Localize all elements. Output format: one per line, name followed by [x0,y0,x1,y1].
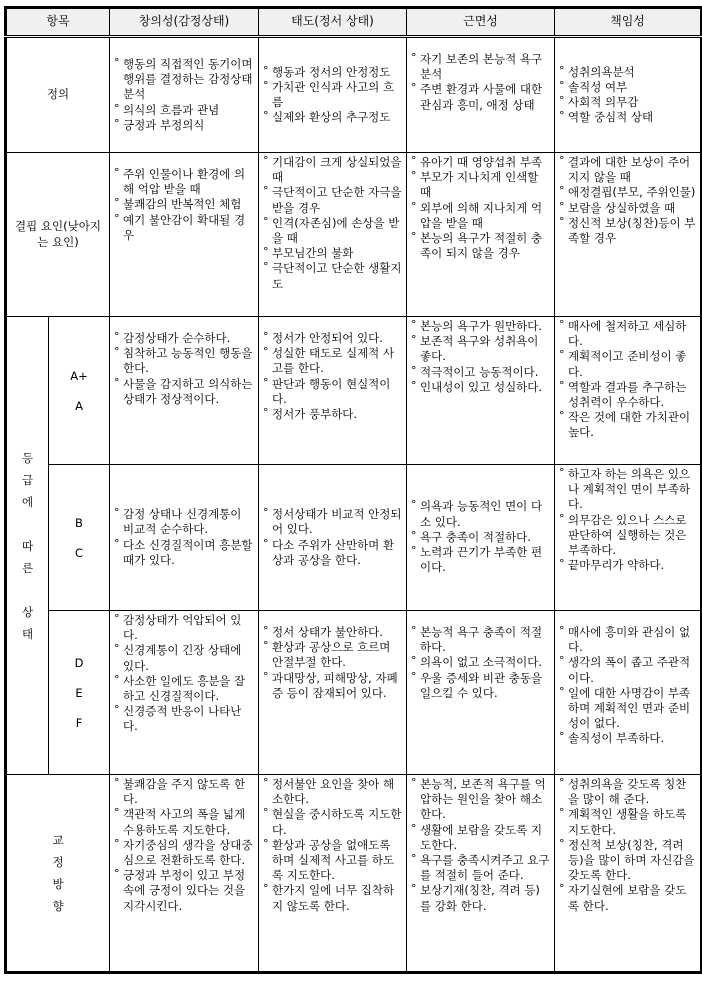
bullet-item: ° 긍정과 부정이 있고 부정 속에 긍정이 있다는 것을 지각시킨다. [113,868,255,914]
deficiency-row [6,153,702,317]
correction-cell [555,775,702,973]
bullet-item: ° 유아기 때 영양섭취 부족 [410,155,551,170]
bullet-item: ° 정서불안 요인을 찾아 해소한다. [262,777,403,807]
grade-group-label [6,317,49,775]
bullet-item: ° 역할과 결과를 추구하는 성취력이 우수하다. [558,380,697,410]
bullet-item: ° 매사에 흥미와 관심이 없다. [558,625,697,655]
bullet-item: ° 적극적이고 능동적이다. [410,365,551,380]
bullet-item: ° 자기중심의 생각을 상대중심으로 전환하도록 한다. [113,838,255,868]
bullet-item: ° 정신적 보상(칭찬, 격려 등)을 많이 하며 자신감을 갖도록 한다. [558,838,697,884]
correction-row [6,775,702,973]
grade-letter: D [74,655,84,670]
grade-cell [555,611,702,775]
deficiency-cell [407,153,555,317]
bullet-item: ° 극단적이고 단순한 자극을 받을 경우 [262,185,403,215]
grade-letter: B [75,515,83,530]
grade-cell [259,465,407,611]
label-char: 른 [21,560,34,575]
bullet-item: ° 환상과 공상으로 흐르며 안절부절 한다. [262,640,403,670]
bullet-item: ° 정서상태가 비교적 안정되어 있다. [262,507,403,537]
label-char [7,513,48,535]
deficiency-cell [259,153,407,317]
bullet-item: ° 우울 증세와 비관 충동을 일으킬 수 있다. [410,671,551,701]
bullet-item: ° 판단과 행동이 현실적이다. [262,377,403,407]
bullet-item: ° 본능적 욕구 충족이 적절하다. [410,625,551,655]
bullet-item: ° 의무감은 있으나 스스로 판단하여 실행하는 것은 부족하다. [558,513,697,559]
bullet-item: ° 정서가 안정되어 있다. [262,331,403,346]
bullet-item: ° 감정상태가 억압되어 있다. [113,613,255,643]
bullet-item: ° 보존적 욕구와 성취욕이 좋다. [410,334,551,364]
bullet-item: ° 행동의 직접적인 동기이며 행위를 결정하는 감정상태 분석 [113,57,255,103]
bullet-item: ° 사물을 감지하고 의식하는 상태가 정상적이다. [113,377,255,407]
grade-cell [555,465,702,611]
deficiency-label: 결핍 요인(낮아지는 요인) [6,153,110,317]
header-row [6,8,702,37]
bullet-item: ° 사회적 의무감 [558,95,697,110]
bullet-item: ° 가치관 인식과 사고의 흐름 [262,80,403,110]
bullet-item: ° 욕구 충족이 적절하다. [410,530,551,545]
bullet-item: ° 의욕과 능동적인 면이 다소 있다. [410,499,551,529]
header-responsibility: 책임성 [555,8,702,37]
bullet-item: ° 보상기재(칭찬, 격려 등)를 강화 한다. [410,883,551,913]
bullet-item: ° 한가지 일에 너무 집착하지 않도록 한다. [262,883,403,913]
grade-letter: E [75,685,83,700]
bullet-item: ° 솔직성이 부족하다. [558,731,697,746]
bullet-item: ° 본능의 욕구가 원만하다. [410,319,551,334]
correction-cell [259,775,407,973]
grade-label [49,465,110,611]
definition-cell [407,37,555,153]
bullet-item: ° 일에 대한 사명감이 부족하며 계획적인 면과 준비성이 없다. [558,686,697,732]
label-char: 에 [21,494,34,509]
grade-row-a [6,317,702,465]
grade-cell [110,317,259,465]
grade-cell [407,317,555,465]
bullet-item: ° 생활에 보람을 갖도록 지도한다. [410,823,551,853]
label-char: 교 [52,833,64,847]
grade-letter: A [75,398,83,413]
label-char: 따 [21,538,34,553]
bullet-item: ° 노력과 끈기가 부족한 편이다. [410,545,551,575]
bullet-item: ° 계획적인 생활을 하도록 지도한다. [558,807,697,837]
evaluation-table [4,6,702,974]
bullet-item: ° 역할 중심적 상태 [558,110,697,125]
label-char: 방 [52,877,64,891]
bullet-item: ° 불쾌감을 주지 않도록 한다. [113,777,255,807]
deficiency-cell [110,153,259,317]
bullet-item: ° 신경계통이 긴장 상태에 있다. [113,643,255,673]
label-char: 상 [21,604,34,619]
label-char [7,579,48,601]
bullet-item: ° 성취의욕분석 [558,65,697,80]
bullet-item: ° 인격(자존심)에 손상을 받을 때 [262,216,403,246]
bullet-item: ° 애정결핍(부모, 주위인물) [558,185,697,200]
deficiency-cell [555,153,702,317]
bullet-item: ° 계획적이고 준비성이 좋다. [558,349,697,379]
header-diligence: 근면성 [407,8,555,37]
bullet-item: ° 과대망상, 피해망상, 자폐증 등이 잠재되어 있다. [262,671,403,701]
grade-cell [407,465,555,611]
bullet-item: ° 의욕이 없고 소극적이다. [410,655,551,670]
bullet-item: ° 예기 불안감이 확대될 경우 [113,213,255,243]
grade-cell [407,611,555,775]
bullet-item: ° 자기실현에 보람을 갖도록 한다. [558,883,697,913]
definition-label: 정의 [6,37,110,153]
bullet-item: ° 감정상태가 순수하다. [113,331,255,346]
grade-letter: C [74,545,84,560]
grade-cell [259,611,407,775]
bullet-item: ° 욕구를 충족시켜주고 요구를 적절히 들어 준다. [410,853,551,883]
bullet-item: ° 인내성이 있고 성실하다. [410,380,551,395]
bullet-item: ° 생각의 폭이 좁고 주관적이다. [558,655,697,685]
bullet-item: ° 환상과 공상을 없애도록 하며 실제적 사고를 하도록 지도한다. [262,838,403,884]
grade-letter: F [75,715,83,730]
bullet-item: ° 현실을 중시하도록 지도한다. [262,807,403,837]
bullet-item: ° 행동과 정서의 안정정도 [262,65,403,80]
grade-label [49,611,110,775]
bullet-item: ° 정서가 풍부하다. [262,407,403,422]
header-item: 항목 [6,8,110,37]
label-char: 등 [21,450,34,465]
bullet-item: ° 보람을 상실하였을 때 [558,201,697,216]
label-char: 태 [21,626,34,641]
bullet-item: ° 매사에 철저하고 세심하다. [558,319,697,349]
bullet-item: ° 본능의 욕구가 적절히 충족이 되지 않을 경우 [410,231,551,261]
bullet-item: ° 기대감이 크게 상실되었을 때 [262,155,403,185]
bullet-item: ° 부모님간의 불화 [262,246,403,261]
grade-row-b [6,465,702,611]
bullet-item: ° 부모가 지나치게 인색할 때 [410,170,551,200]
bullet-item: ° 솔직성 여부 [558,80,697,95]
bullet-item: ° 성취의욕을 갖도록 칭찬을 많이 해 준다. [558,777,697,807]
bullet-item: ° 끝마무리가 약하다. [558,558,697,573]
bullet-item: ° 자기 보존의 본능적 욕구 분석 [410,52,551,82]
bullet-item: ° 본능적, 보존적 욕구를 억압하는 원인을 찾아 해소한다. [410,777,551,823]
bullet-item: ° 작은 것에 대한 가치관이 높다. [558,410,697,440]
definition-cell [555,37,702,153]
bullet-item: ° 주위 인물이나 환경에 의해 억압 받을 때 [113,167,255,197]
label-char: 정 [52,855,64,869]
grade-cell [555,317,702,465]
definition-row [6,37,702,153]
label-char: 급 [21,472,34,487]
bullet-item: ° 성실한 태도로 실제적 사고를 한다. [262,346,403,376]
bullet-item: ° 정서 상태가 불안하다. [262,625,403,640]
bullet-item: ° 하고자 하는 의욕은 있으나 계획적인 면이 부족하다. [558,467,697,513]
correction-label [6,775,110,973]
bullet-item: ° 사소한 일에도 흥분을 잘하고 신경질적이다. [113,674,255,704]
bullet-item: ° 다소 주위가 산만하며 환상과 공상을 한다. [262,538,403,568]
bullet-item: ° 외부에 의해 지나치게 억압을 받을 때 [410,201,551,231]
bullet-item: ° 실제와 환상의 추구정도 [262,110,403,125]
definition-cell [259,37,407,153]
bullet-item: ° 감정 상태나 신경계통이 비교적 순수하다. [113,507,255,537]
header-attitude: 태도(정서 상태) [259,8,407,37]
grade-letter: A+ [70,368,88,383]
label-char: 향 [52,899,64,913]
bullet-item: ° 신경증적 반응이 나타난다. [113,704,255,734]
bullet-item: ° 정신적 보상(칭찬)등이 부족할 경우 [558,216,697,246]
grade-label [49,317,110,465]
grade-cell [259,317,407,465]
grade-cell [110,611,259,775]
correction-cell [407,775,555,973]
grade-row-d [6,611,702,775]
bullet-item: ° 극단적이고 단순한 생활지도 [262,261,403,291]
bullet-item: ° 객관적 사고의 폭을 넓게 수용하도록 지도한다. [113,807,255,837]
bullet-item: ° 의식의 흐름과 관념 [113,103,255,118]
bullet-item: ° 다소 신경질적이며 흥분할 때가 있다. [113,538,255,568]
bullet-item: ° 침착하고 능동적인 행동을 한다. [113,346,255,376]
bullet-item: ° 긍정과 부정의식 [113,118,255,133]
grade-cell [110,465,259,611]
correction-cell [110,775,259,973]
bullet-item: ° 결과에 대한 보상이 주어지지 않을 때 [558,155,697,185]
definition-cell [110,37,259,153]
bullet-item: ° 주변 환경과 사물에 대한 관심과 흥미, 애정 상태 [410,82,551,112]
header-creativity: 창의성(감정상태) [110,8,259,37]
bullet-item: ° 불쾌감의 반복적인 체험 [113,197,255,212]
